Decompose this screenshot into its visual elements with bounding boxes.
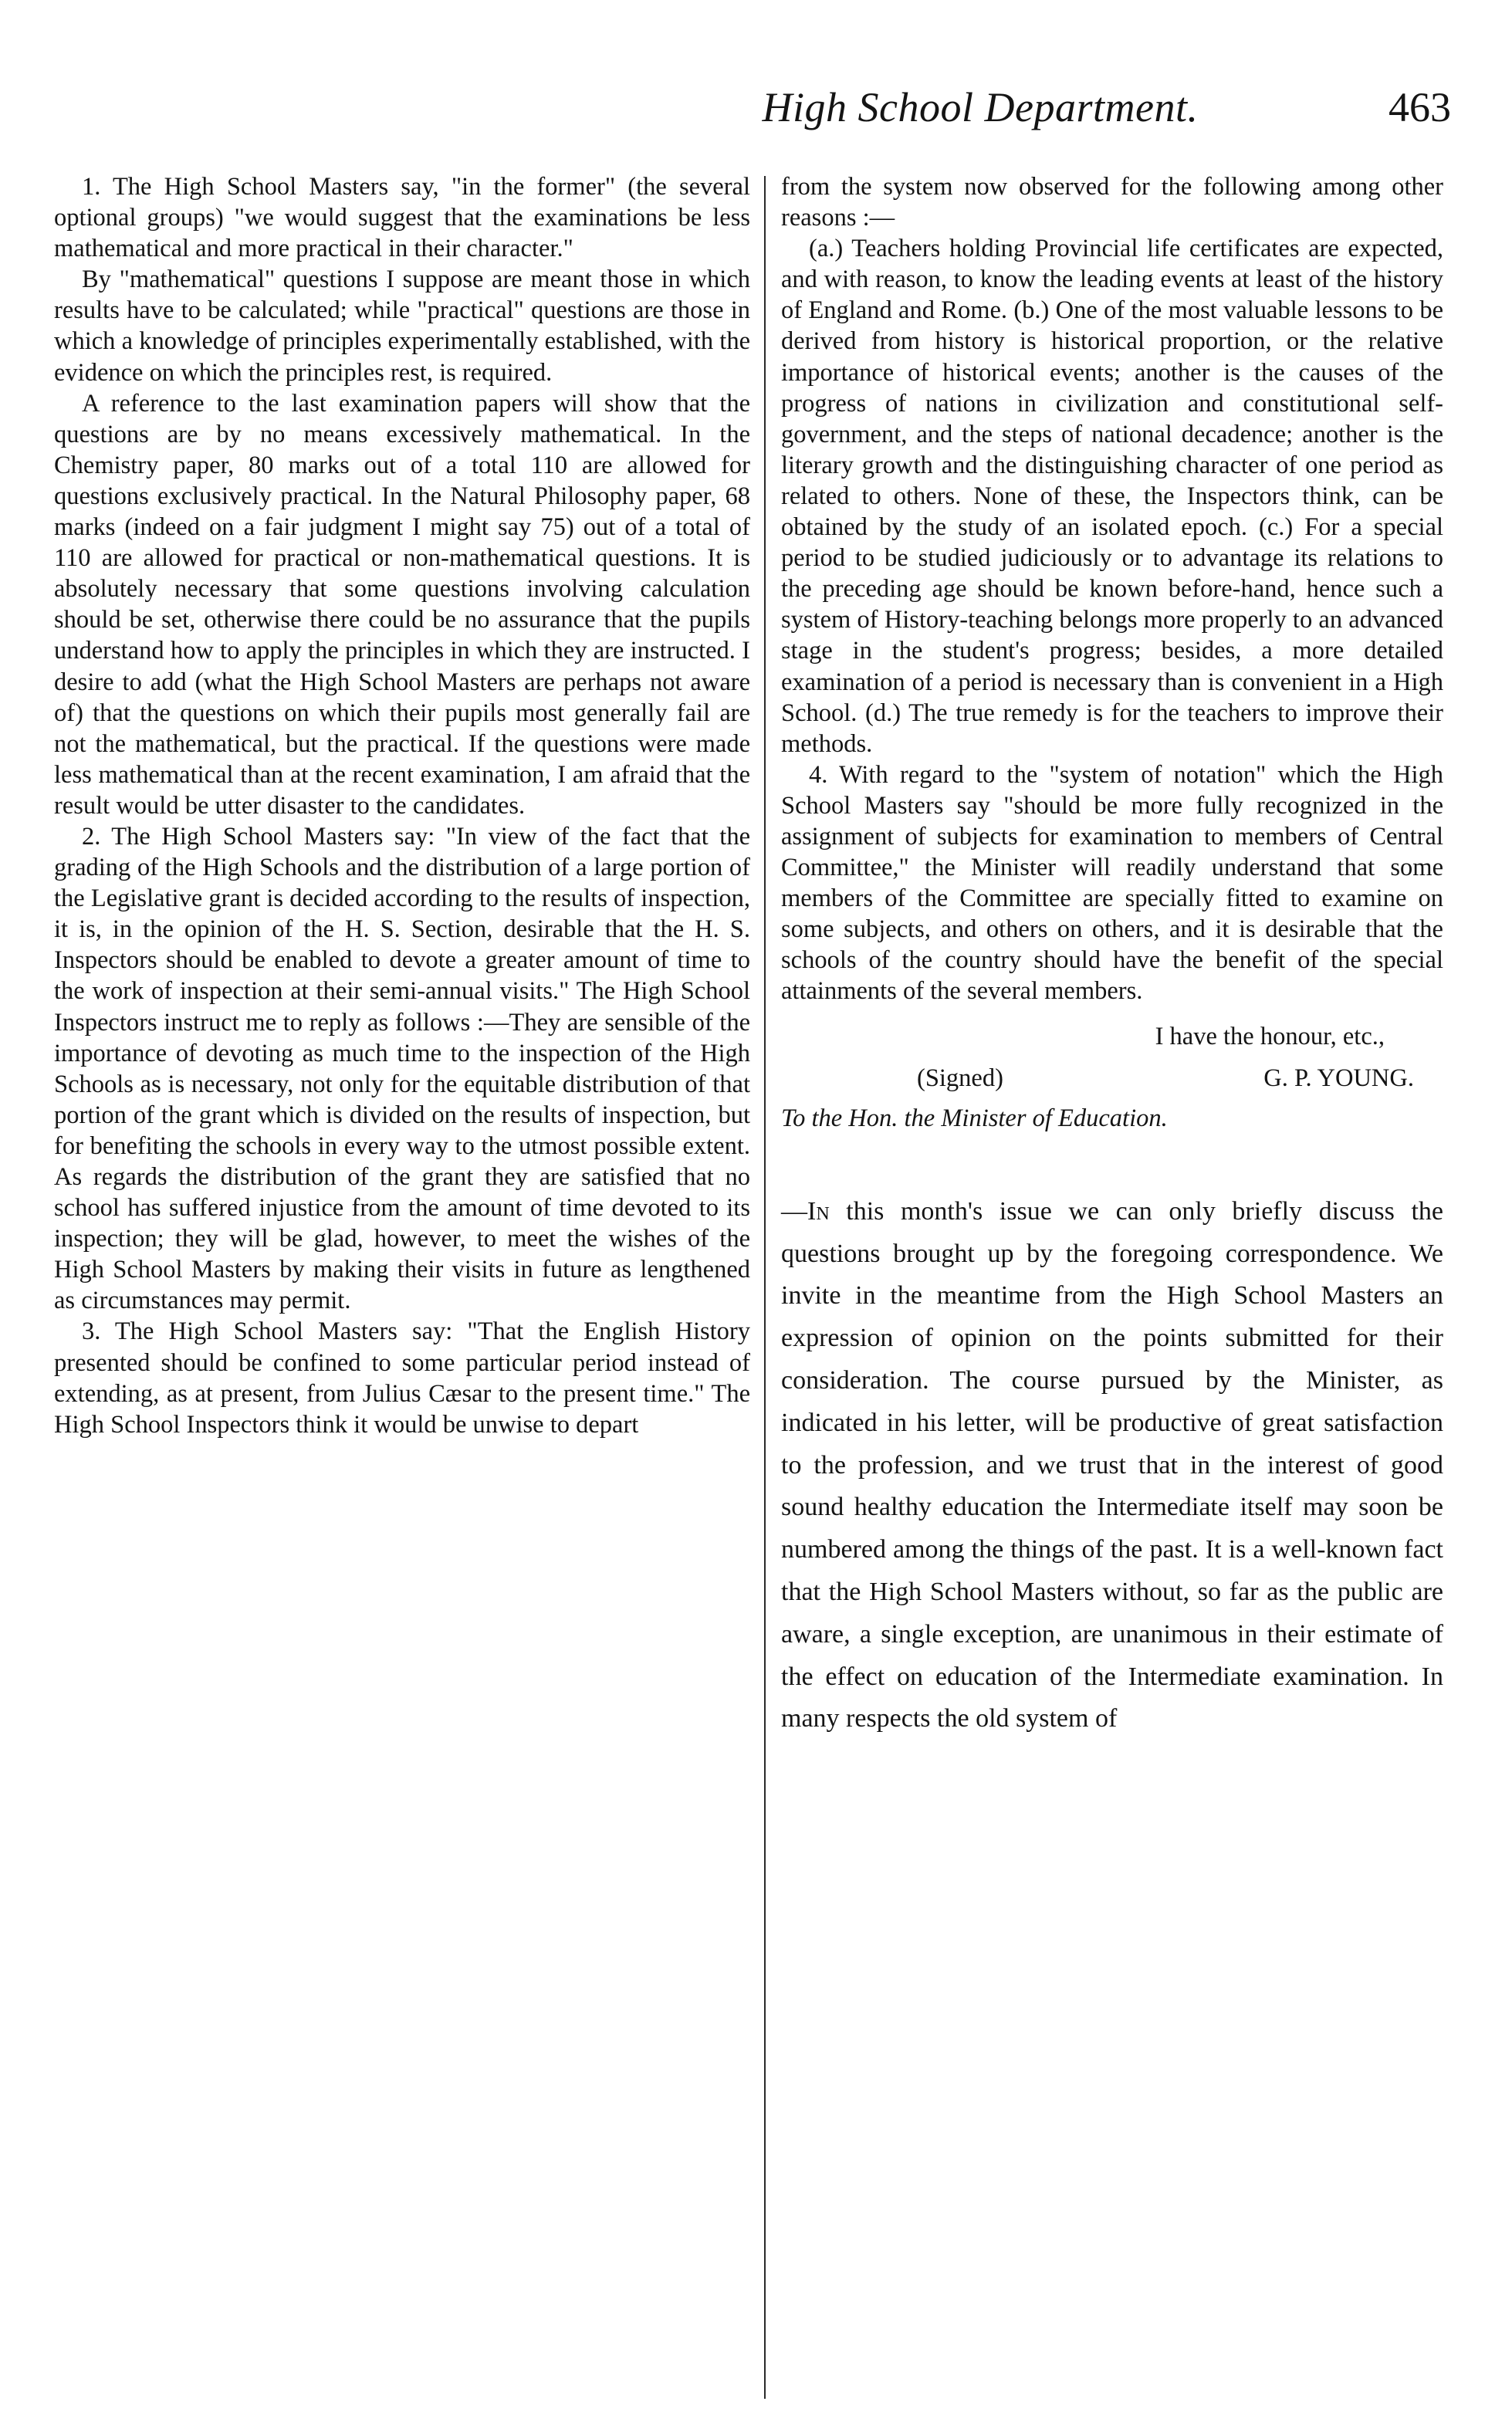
- paragraph-continuation: from the system now observed for the following among other reasons :—: [781, 173, 1443, 232]
- paragraph-mathematical-definition: By "mathematical" questions I suppose are meant those in which results have to be calculated; while "practical" questions are those in which a knowledge of principles experimentally established, with the evidence on which the principles rest, is required.: [54, 265, 750, 387]
- right-column: [781, 171, 1443, 1740]
- running-title: High School Department.: [762, 84, 1199, 130]
- paragraph-item-2: 2. The High School Masters say: "In view of the fact that the grading of the High Schools and the distribution of a large portion of the Legislative grant is decided according to the results of inspection, it is, in the opinion of the H. S. Section, desirable that the H. S. Inspectors should be enabled to devote a greater amount of time to the work of inspection at their semi-annual visits." The High School Inspectors instruct me to reply as follows :—They are sensible of the importance of devoting as much time to the inspection of the High Schools as is necessary, not only for the equitable distribution of that portion of the grant which is divided on the results of inspection, but for benefiting the schools in every way to the utmost possible extent. As regards the distribution of the grant they are satisfied that no school has suffered injustice from the amount of time devoted to its inspection; they will be glad, however, to meet the wishes of the High School Masters by making their visits in future as lengthened as circumstances may permit.: [54, 822, 750, 1315]
- paragraph-examination-papers: A reference to the last examination papers will show that the questions are by no means excessively mathematical. In the Chemistry paper, 80 marks out of a total 110 are allowed for questions exclusively practical. In the Natural Philosophy paper, 68 marks (indeed on a fair judgment I might say 75) out of a total of 110 are allowed for practical or non-mathematical questions. It is absolutely necessary that some questions involving calculation should be set, otherwise there could be no assurance that the pupils understand how to apply the principles in which they are instructed. I desire to add (what the High School Masters are perhaps not aware of) that the questions on which their pupils most generally fail are not the mathematical, but the practical. If the questions were made less mathematical than at the recent examination, I am afraid that the result would be utter disaster to the candidates.: [54, 389, 750, 820]
- left-column: [54, 171, 750, 1440]
- page-number: 463: [1389, 84, 1451, 130]
- editorial-lead: —In: [781, 1196, 830, 1226]
- signed-label: (Signed): [917, 1064, 1003, 1092]
- signoff: I have the honour, etc.,: [1155, 1022, 1385, 1050]
- running-head: [494, 83, 1451, 145]
- paragraph-reasons: (a.) Teachers holding Provincial life certificates are expected, and with reason, to know the leading events at least of the history of England and Rome. (b.) One of the most valuable lessons to be derived from history is historical proportion, or the relative importance of historical events; another is the causes of the progress of nations in civilization and constitutional self-government, and the steps of national decadence; another is the literary growth and the distinguishing character of one period as related to others. None of these, the Inspectors think, can be obtained by the study of an isolated epoch. (c.) For a special period to be studied judiciously or to advantage its relations to the preceding age should be known before-hand, hence such a system of History-teaching belongs more properly to an advanced stage in the student's progress; besides, a more detailed examination of a period is necessary than is convenient in a High School. (d.) The true remedy is for the teachers to improve their methods.: [781, 235, 1443, 758]
- column-divider: [764, 176, 766, 2399]
- signature-line: [781, 1063, 1443, 1094]
- addressee: To the Hon. the Minister of Education.: [781, 1104, 1168, 1132]
- signer-name: G. P. YOUNG.: [1263, 1064, 1414, 1092]
- paragraph-item-3: 3. The High School Masters say: "That the English History presented should be confined to some particular period instead of extending, as at present, from Julius Cæsar to the present time." The High School Inspectors think it would be unwise to depart: [54, 1317, 750, 1439]
- editorial-text: this month's issue we can only briefly discuss the questions brought up by the foregoing correspondence. We invite in the meantime from the High School Masters an expression of opinion on the points submitted for their consideration. The course pursued by the Minister, as indicated in his letter, will be productive of great satisfaction to the profession, and we trust that in the interest of good sound healthy education the Intermediate itself may soon be numbered among the things of the past. It is a well-known fact that the High School Masters without, so far as the public are aware, a single exception, are unanimous in their estimate of the effect on education of the Intermediate examination. In many respects the old system of: [781, 1196, 1443, 1733]
- paragraph-item-4: 4. With regard to the "system of notation" which the High School Masters say "should be more fully recognized in the assignment of subjects for examination to members of Central Committee," the Minister will readily understand that some members of the Committee are specially fitted to examine on some subjects, and others on others, and it is desirable that the schools of the country should have the benefit of the special attainments of the several members.: [781, 760, 1443, 1006]
- editorial-paragraph: [781, 1191, 1443, 1740]
- paragraph-item-1: 1. The High School Masters say, "in the former" (the several optional groups) "we would suggest that the examinations be less mathematical and more practical in their character.": [54, 173, 750, 263]
